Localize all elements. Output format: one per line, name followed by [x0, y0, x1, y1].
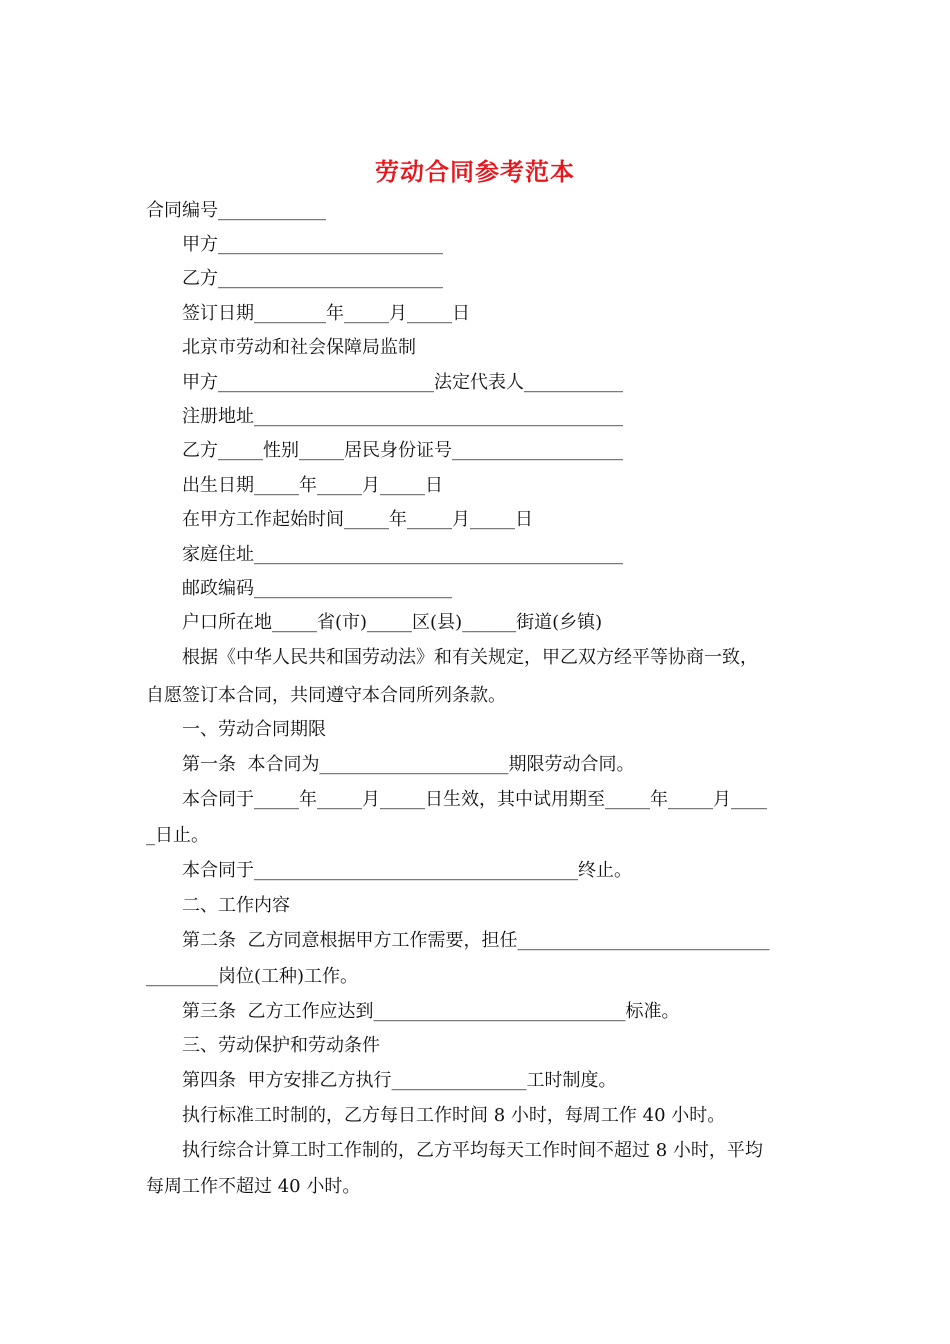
article-line: 第二条 乙方同意根据甲方工作需要，担任____________________________ [182, 930, 770, 951]
paragraph-line: 执行综合计算工时工作制的，乙方平均每天工作时间不超过 8 小时，平均 [182, 1140, 763, 1161]
party-b-info-line: 乙方_____性别_____居民身份证号___________________ [182, 440, 623, 461]
article-line: _日止。 [146, 825, 209, 846]
section-heading: 三、劳动保护和劳动条件 [182, 1035, 380, 1056]
article-line: 本合同于_____年_____月_____日生效，其中试用期至_____年_____月____ [182, 789, 767, 810]
postal-code-line: 邮政编码______________________ [182, 578, 452, 599]
article-line: 第一条 本合同为_____________________期限劳动合同。 [182, 754, 635, 775]
party-a-rep-line: 甲方________________________法定代表人___________ [182, 372, 623, 393]
paragraph-line: 根据《中华人民共和国劳动法》和有关规定，甲乙双方经平等协商一致， [182, 647, 758, 668]
document-title: 劳动合同参考范本 [375, 157, 575, 186]
household-registration-line: 户口所在地_____省(市)_____区(县)______街道(乡镇) [182, 612, 603, 633]
article-line: 第四条 甲方安排乙方执行_______________工时制度。 [182, 1070, 617, 1091]
article-line: ________岗位(工种)工作。 [146, 966, 359, 987]
home-address-line: 家庭住址_________________________________________ [182, 544, 623, 565]
supervisor-line: 北京市劳动和社会保障局监制 [182, 337, 416, 358]
start-date-line: 在甲方工作起始时间_____年_____月_____日 [182, 509, 533, 530]
registered-address-line: 注册地址_________________________________________ [182, 406, 623, 427]
birth-date-line: 出生日期_____年_____月_____日 [182, 475, 443, 496]
contract-number-line: 合同编号____________ [146, 200, 326, 221]
article-line: 本合同于____________________________________终止。 [182, 860, 632, 881]
section-heading: 二、工作内容 [182, 895, 290, 916]
article-line: 第三条 乙方工作应达到____________________________标准。 [182, 1001, 680, 1022]
paragraph-line: 每周工作不超过 40 小时。 [146, 1176, 361, 1197]
signing-date-line: 签订日期________年_____月_____日 [182, 303, 470, 324]
section-heading: 一、劳动合同期限 [182, 719, 326, 740]
paragraph-line: 执行标准工时制的，乙方每日工作时间 8 小时，每周工作 40 小时。 [182, 1105, 726, 1126]
paragraph-line: 自愿签订本合同，共同遵守本合同所列条款。 [146, 685, 506, 706]
party-a-line: 甲方_________________________ [182, 234, 443, 255]
party-b-line: 乙方_________________________ [182, 268, 443, 289]
